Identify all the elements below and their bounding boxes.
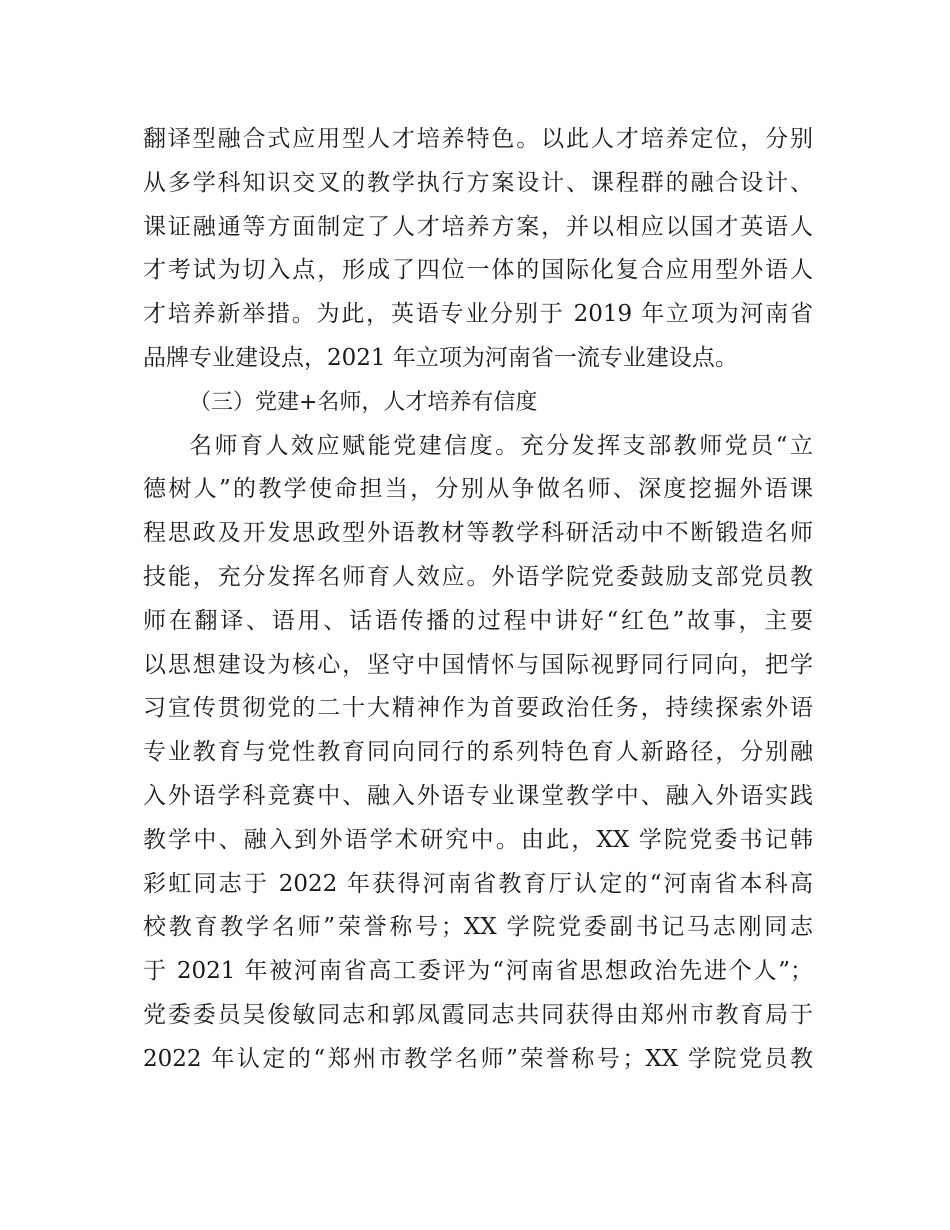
- paragraph-2: [143, 425, 813, 1082]
- paragraph-line: 技能，充分发挥名师育人效应。外语学院党委鼓励支部党员教: [143, 563, 813, 590]
- paragraph-line: 翻译型融合式应用型人才培养特色。以此人才培养定位，分别: [143, 126, 813, 152]
- document-body: [143, 118, 813, 1082]
- paragraph-line: 品牌专业建设点，2021 年立项为河南省一流专业建设点。: [143, 344, 738, 371]
- paragraph-line: 入外语学科竞赛中、融入外语专业课堂教学中、融入外语实践: [143, 782, 813, 809]
- paragraph-line: 名师育人效应赋能党建信度。充分发挥支部教师党员“立: [189, 432, 813, 459]
- paragraph-line: 彩虹同志于 2022 年获得河南省教育厅认定的“河南省本科高: [143, 870, 813, 897]
- paragraph-1: [143, 118, 813, 381]
- paragraph-line: 才培养新举措。为此，英语专业分别于 2019 年立项为河南省: [143, 301, 813, 328]
- paragraph-line: 习宣传贯彻党的二十大精神作为首要政治任务，持续探索外语: [143, 695, 813, 722]
- paragraph-line: 程思政及开发思政型外语教材等教学科研活动中不断锻造名师: [143, 520, 813, 547]
- paragraph-line: 2022 年认定的“郑州市教学名师”荣誉称号；XX 学院党员教: [143, 1045, 813, 1072]
- paragraph-line: 于 2021 年被河南省高工委评为“河南省思想政治先进个人”；: [143, 958, 813, 985]
- paragraph-line: 教学中、融入到外语学术研究中。由此，XX 学院党委书记韩: [143, 826, 813, 853]
- paragraph-line: 从多学科知识交叉的教学执行方案设计、课程群的融合设计、: [143, 169, 813, 196]
- paragraph-line: 师在翻译、语用、话语传播的过程中讲好“红色”故事，主要: [143, 607, 813, 634]
- paragraph-line: 校教育教学名师”荣誉称号；XX 学院党委副书记马志刚同志: [143, 914, 813, 941]
- paragraph-line: 专业教育与党性教育同向同行的系列特色育人新路径，分别融: [143, 739, 813, 766]
- paragraph-line: 以思想建设为核心，坚守中国情怀与国际视野同行同向，把学: [143, 651, 813, 678]
- paragraph-line: 德树人”的教学使命担当，分别从争做名师、深度挖掘外语课: [143, 476, 813, 503]
- paragraph-line: 党委委员吴俊敏同志和郭凤霞同志共同获得由郑州市教育局于: [143, 1001, 813, 1028]
- section-heading: （三）党建+名师，人才培养有信度: [189, 389, 538, 415]
- paragraph-line: 才考试为切入点，形成了四位一体的国际化复合应用型外语人: [143, 257, 813, 284]
- paragraph-line: 课证融通等方面制定了人才培养方案，并以相应以国才英语人: [143, 213, 813, 240]
